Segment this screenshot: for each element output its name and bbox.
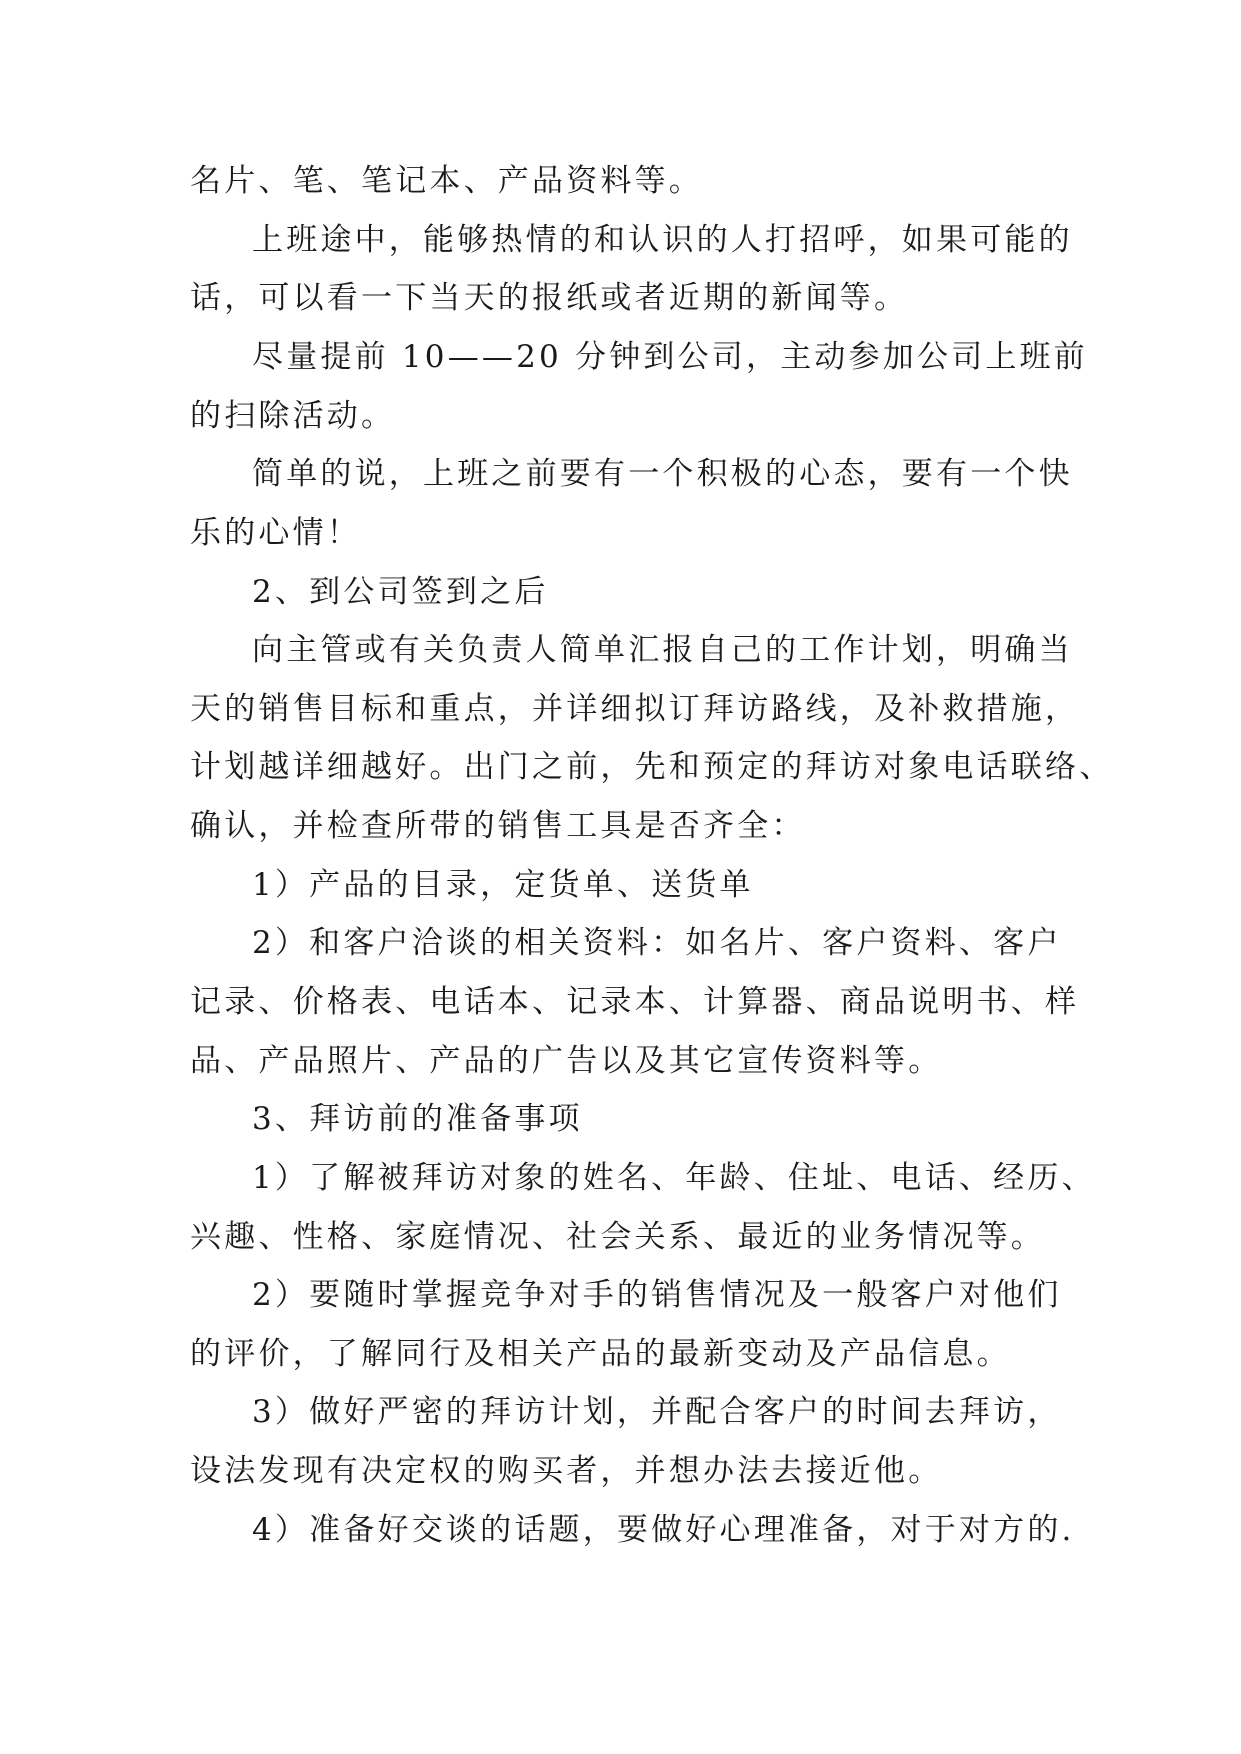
list-item: 4）准备好交谈的话题，要做好心理准备，对于对方的. — [252, 1512, 1075, 1548]
text-line: 名片、笔、笔记本、产品资料等。 — [190, 163, 703, 199]
list-item: 1）产品的目录，定货单、送货单 — [252, 867, 754, 903]
text-line: 向主管或有关负责人简单汇报自己的工作计划，明确当 — [252, 632, 1073, 668]
text-line: 兴趣、性格、家庭情况、社会关系、最近的业务情况等。 — [190, 1219, 1045, 1255]
text-line: 的扫除活动。 — [190, 398, 396, 434]
text-line: 上班途中，能够热情的和认识的人打招呼，如果可能的 — [252, 222, 1073, 258]
text-line: 尽量提前 10——20 分钟到公司，主动参加公司上班前 — [252, 339, 1088, 375]
text-line: 设法发现有决定权的购买者，并想办法去接近他。 — [190, 1453, 943, 1489]
text-line: 品、产品照片、产品的广告以及其它宣传资料等。 — [190, 1043, 943, 1079]
section-heading: 2、到公司签到之后 — [252, 574, 549, 610]
text-line: 话，可以看一下当天的报纸或者近期的新闻等。 — [190, 280, 909, 316]
text-line: 记录、价格表、电话本、记录本、计算器、商品说明书、样 — [190, 984, 1080, 1020]
text-line: 简单的说，上班之前要有一个积极的心态，要有一个快 — [252, 456, 1073, 492]
text-line: 计划越详细越好。出门之前，先和预定的拜访对象电话联络、 — [190, 749, 1114, 785]
text-line: 乐的心情！ — [190, 515, 361, 551]
list-item: 2）要随时掌握竞争对手的销售情况及一般客户对他们 — [252, 1277, 1062, 1313]
list-item: 3）做好严密的拜访计划，并配合客户的时间去拜访， — [252, 1394, 1062, 1430]
text-line: 天的销售目标和重点，并详细拟订拜访路线，及补救措施， — [190, 691, 1080, 727]
section-heading: 3、拜访前的准备事项 — [252, 1101, 583, 1137]
text-line: 的评价，了解同行及相关产品的最新变动及产品信息。 — [190, 1336, 1011, 1372]
list-item: 1）了解被拜访对象的姓名、年龄、住址、电话、经历、 — [252, 1160, 1096, 1196]
list-item: 2）和客户洽谈的相关资料：如名片、客户资料、客户 — [252, 925, 1062, 961]
text-line: 确认，并检查所带的销售工具是否齐全： — [190, 808, 806, 844]
